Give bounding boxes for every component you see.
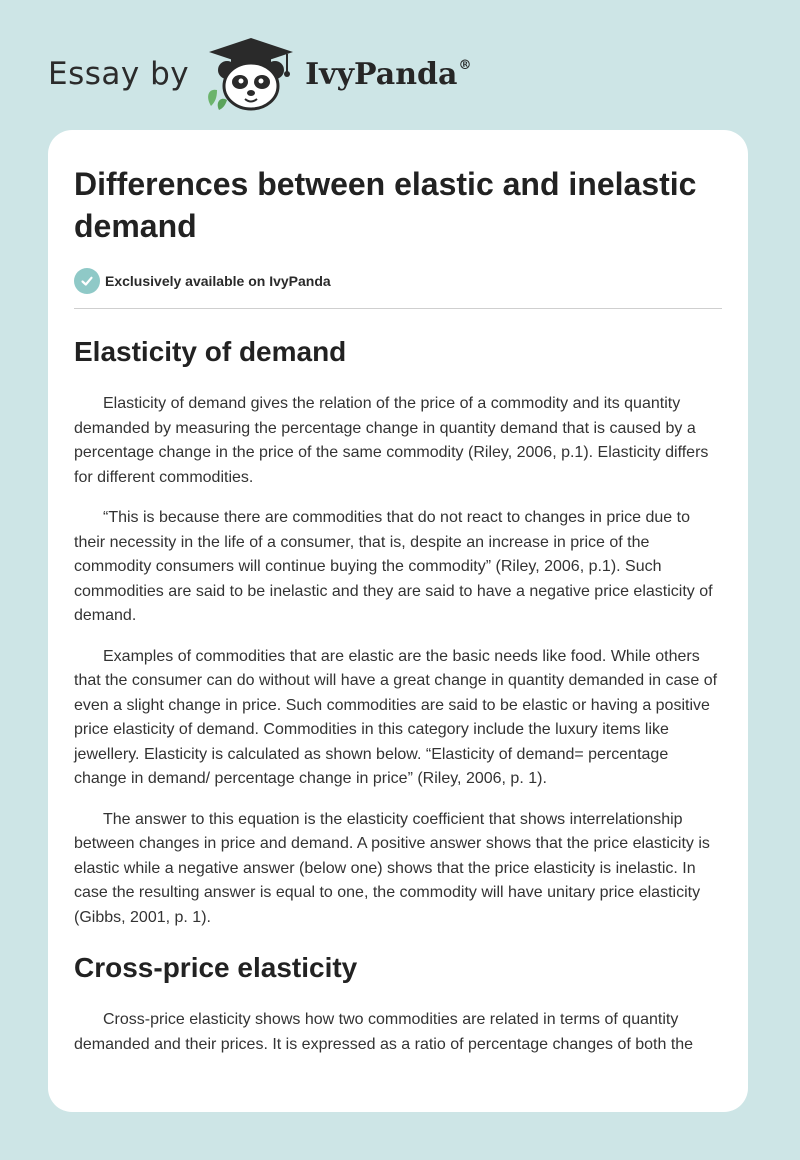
page-title: Differences between elastic and inelastic demand [74, 166, 697, 244]
essay-by-label: Essay by [48, 56, 190, 92]
divider [74, 308, 722, 309]
paragraph: “This is because there are commodities that do not react to changes in price due to their necessity in the life of a consumer, that is, despite an increase in price of the commodity consumers will continue buying the commodity” (Riley, 2006, p.1). Such commodities are said to be inelastic and they are said to have a negative price elasticity of demand. [74, 509, 713, 624]
paragraph: The answer to this equation is the elasticity coefficient that shows interrelationship between changes in price and demand. A positive answer shows that the price elasticity is elastic while a negative answer (below one) shows that the price elasticity is inelastic. In case the resulting answer is equal to one, the commodity will have unitary price elasticity (Gibbs, 2001, p. 1). [74, 810, 710, 926]
section-heading: Cross-price elasticity [74, 952, 358, 983]
registered-mark: ® [458, 57, 472, 73]
section-heading: Elasticity of demand [74, 336, 347, 367]
paragraph: Examples of commodities that are elastic are the basic needs like food. While others that the consumer can do without will have a great change in quantity demanded in case of even a slight change in price. Such commodities are said to be elastic or having a positive price elasticity of demand. Commodities in this category include the luxury items like jewellery. Elasticity is calculated as shown below. “Elasticity of demand= percentage change in demand/ percentage change in price” (Riley, 2006, p. 1). [74, 647, 718, 787]
essay-card [48, 130, 748, 1112]
paragraph: Cross-price elasticity shows how two commodities are related in terms of quantity demanded and their prices. It is expressed as a ratio of percentage changes of both the [74, 1011, 694, 1053]
check-circle-icon [74, 268, 100, 294]
site-header [48, 34, 471, 114]
paragraph: Elasticity of demand gives the relation of the price of a commodity and its quantity demanded by measuring the percentage change in quantity demand that is caused by a percentage change in the price of the same commodity (Riley, 2006, p.1). Elasticity differs for different commodities. [74, 395, 709, 486]
panda-graduate-logo-icon[interactable] [203, 36, 299, 112]
exclusive-badge [74, 267, 722, 295]
brand-name[interactable] [305, 57, 471, 92]
exclusive-label: Exclusively available on IvyPanda [105, 273, 331, 289]
brand-text: IvyPanda [305, 56, 458, 92]
